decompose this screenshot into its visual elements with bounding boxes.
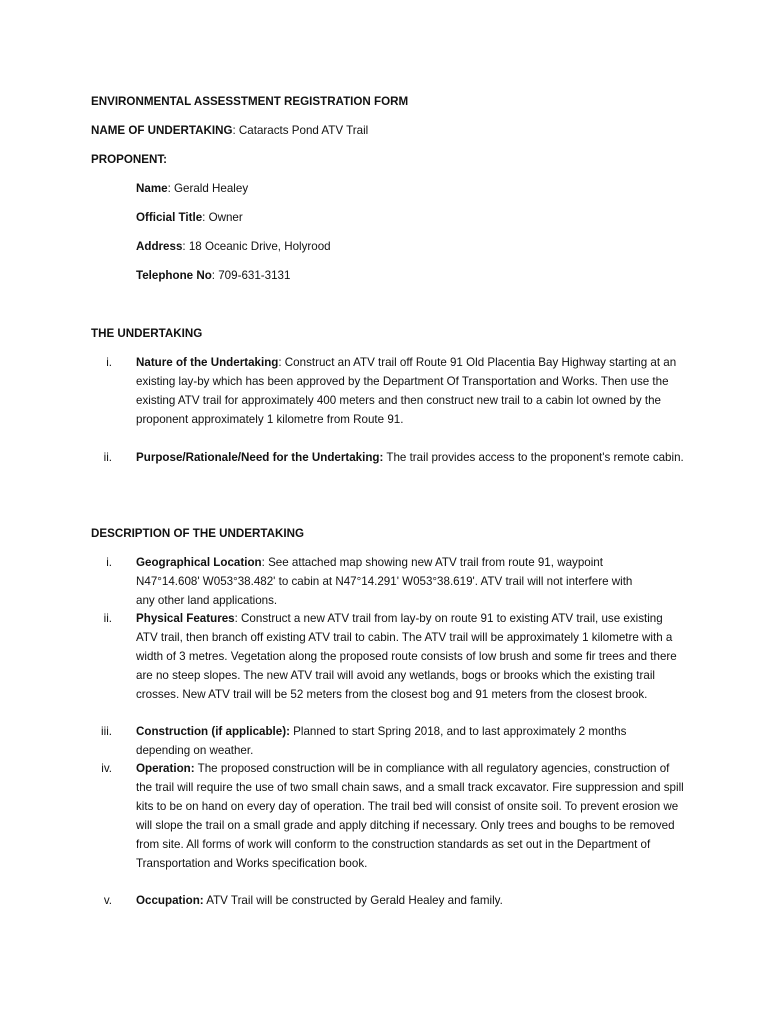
item-number: ii. xyxy=(103,451,112,464)
proponent-heading: PROPONENT: xyxy=(91,153,168,166)
proponent-name: Name: Gerald Healey xyxy=(136,182,249,195)
description-heading: DESCRIPTION OF THE UNDERTAKING xyxy=(91,527,304,540)
proponent-address: Address: 18 Oceanic Drive, Holyrood xyxy=(136,240,331,253)
item-number: v. xyxy=(103,894,112,907)
item-number: i. xyxy=(106,556,112,569)
item-number: i. xyxy=(106,356,112,369)
item-number: iii. xyxy=(101,725,112,738)
item-number: iv. xyxy=(101,762,112,775)
item-text: Construction (if applicable): Planned to start Spring 2018, and to last approximately 2 months depending on weather. xyxy=(136,725,627,757)
item-text: Geographical Location: See attached map showing new ATV trail from route 91, waypoint N47°14.608' W053°38.482' to cabin at N47°14.291' W053°38.619'. ATV trail will not interfere with any other land applications. xyxy=(136,556,633,607)
undertaking-name: NAME OF UNDERTAKING: Cataracts Pond ATV Trail xyxy=(91,124,369,137)
proponent-telephone: Telephone No: 709-631-3131 xyxy=(136,269,291,282)
item-text: Physical Features: Construct a new ATV trail from lay-by on route 91 to existing ATV trail, use existing ATV trail, then branch off existing ATV trail to cabin. The ATV trail will be approximately 1 kilometre with a width of 3 metres. Vegetation along the proposed route consists of low brush and some fir trees and there are no steep slopes. The new ATV trail will avoid any wetlands, bogs or brooks which the existing trail crosses. New ATV trail will be 52 meters from the closest bog and 91 meters from the closest brook. xyxy=(136,612,677,701)
item-text: Nature of the Undertaking: Construct an ATV trail off Route 91 Old Placentia Bay Highway starting at an existing lay-by which has been approved by the Department Of Transportation and Works. Then use the existing ATV trail for approximately 400 meters and then construct new trail to a cabin lot owned by the proponent approximately 1 kilometre from Route 91. xyxy=(136,356,677,426)
item-text: Occupation: ATV Trail will be constructed by Gerald Healey and family. xyxy=(136,894,503,907)
item-text: Operation: The proposed construction will be in compliance with all regulatory agencies, construction of the trail will require the use of two small chain saws, and a small track excavator. Fire suppression and spill kits to be on hand on every day of operation. The trail bed will consist of onsite soil. To prevent erosion we will slope the trail on a small grade and apply ditching if necessary. Only trees and boughs to be removed from site. All forms of work will conform to the construction standards as set out in the Department of Transportation and Works specification book. xyxy=(136,762,684,870)
item-text: Purpose/Rationale/Need for the Undertaking: The trail provides access to the proponent's remote cabin. xyxy=(136,451,684,464)
item-number: ii. xyxy=(103,612,112,625)
form-title: ENVIRONMENTAL ASSESSTMENT REGISTRATION FORM xyxy=(91,95,409,108)
proponent-official-title: Official Title: Owner xyxy=(136,211,243,224)
undertaking-heading: THE UNDERTAKING xyxy=(91,327,203,340)
